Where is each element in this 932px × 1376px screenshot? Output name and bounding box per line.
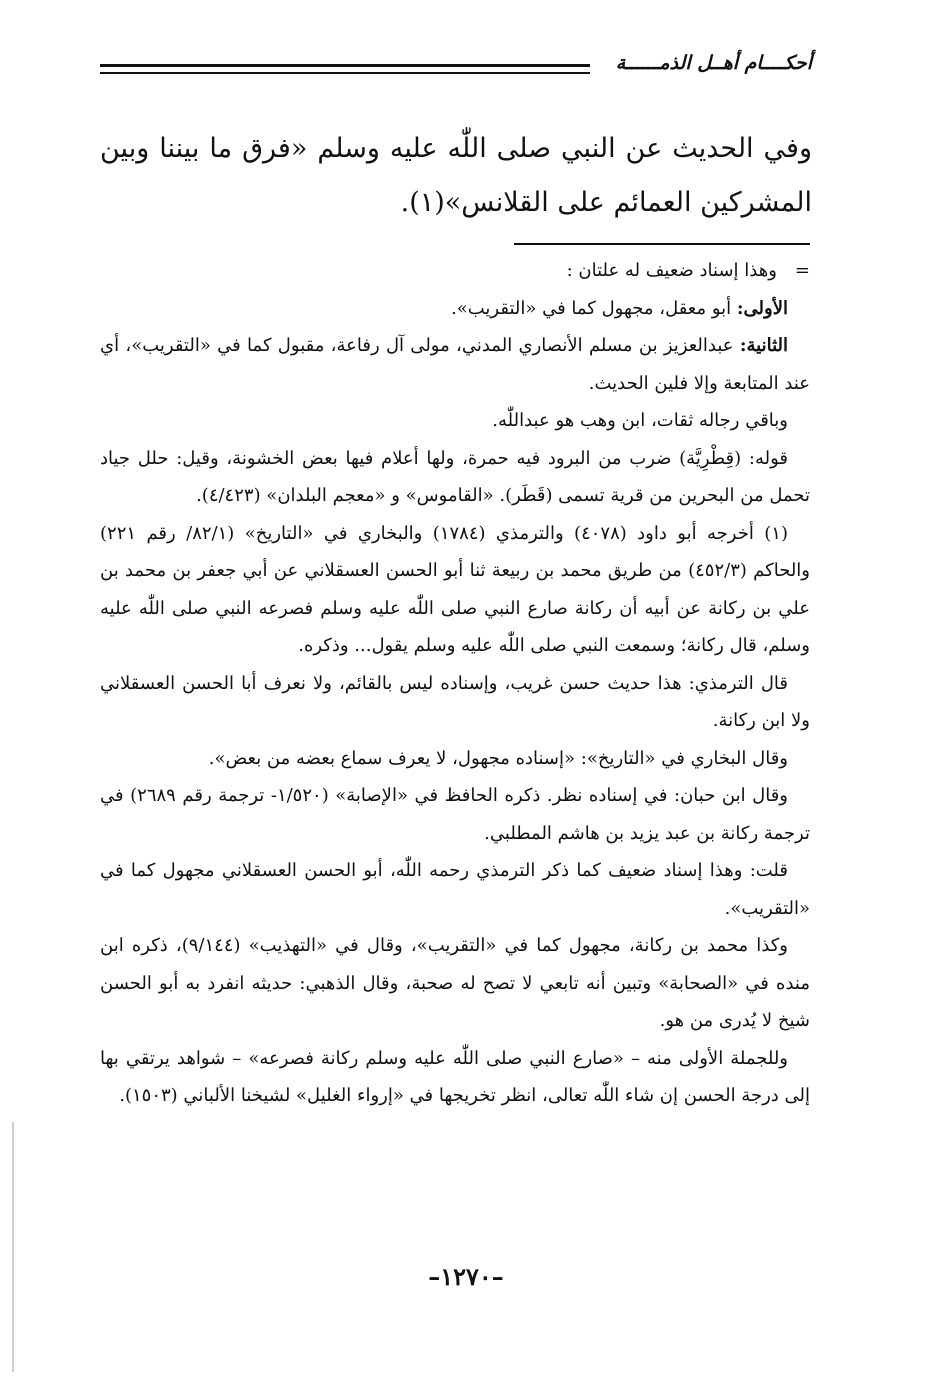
book-title: أحكــــام أهــل الذمــــــة	[615, 52, 812, 74]
header-rule-top	[100, 64, 590, 67]
note-qultu: قلت: وهذا إسناد ضعيف كما ذكر الترمذي رحمه اللّٰه، أبو الحسن العسقلاني مجهول كما في «التقريب».	[100, 860, 810, 919]
note-qitriyya: قوله: (قِطْرِيَّة) ضرب من البرود فيه حمرة، ولها أعلام فيها بعض الخشونة، وقيل: حلل جياد تحمل من البحرين من قرية تسمى (قَطَر). «القاموس» و «معجم البلدان» (٤/٤٢٣).	[100, 447, 810, 506]
continuation-sign: =	[794, 260, 810, 281]
main-paragraph: وفي الحديث عن النبي صلى اللّٰه عليه وسلم «فرق ما بيننا وبين المشركين العمائم على القلانس»(١).	[100, 133, 812, 218]
note-muhammad-ibn-rukana: وكذا محمد بن ركانة، مجهول كما في «التقريب»، وقال في «التهذيب» (٩/١٤٤)، ذكره ابن منده في «الصحابة» وتبين أنه تابعي لا تصح له صحبة، وقال الذهبي: حديثه انفرد به أبو الحسن شيخ لا يُدرى من هو.	[100, 935, 810, 1031]
first-label: الأولى:	[736, 297, 788, 319]
second-label: الثانية:	[739, 335, 788, 356]
note-rest-of-men: وباقي رجاله ثقات، ابن وهب هو عبداللّٰه.	[492, 410, 788, 431]
note-shawahid: وللجملة الأولى منه – «صارع النبي صلى اللّٰه عليه وسلم ركانة فصرعه» – شواهد يرتقي بها إلى درجة الحسن إن شاء اللّٰه تعالى، انظر تخريجها في «إرواء الغليل» لشيخنا الألباني (١٥٠٣).	[100, 1047, 810, 1106]
note-second-defect	[100, 327, 810, 402]
scan-margin-line	[12, 1122, 14, 1372]
footnote-separator	[514, 243, 810, 245]
running-header	[100, 52, 812, 82]
note-intro-text: وهذا إسناد ضعيف له علتان :	[566, 260, 777, 281]
header-rule-bottom	[100, 72, 590, 74]
note-bukhari: وقال البخاري في «التاريخ»: «إسناده مجهول، لا يعرف سماع بعضه من بعض».	[208, 747, 788, 769]
second-text: عبدالعزيز بن مسلم الأنصاري المدني، مولى آل رفاعة، مقبول كما في «التقريب»، أي عند المتابعة وإلا فلين الحديث.	[100, 335, 810, 394]
footnotes	[100, 252, 810, 1115]
note-first-defect	[100, 290, 810, 328]
footnote-1: (١) أخرجه أبو داود (٤٠٧٨) والترمذي (١٧٨٤) والبخاري في «التاريخ» (٨٢/١/ رقم ٢٢١) والحاكم (٤٥٢/٣) من طريق محمد بن ربيعة ثنا أبو الحسن العسقلاني عن أبي جعفر بن محمد بن علي بن ركانة عن أبيه أن ركانة صارع النبي صلى اللّٰه عليه وسلم فصرعه النبي صلى اللّٰه عليه وسلم، قال ركانة؛ وسمعت النبي صلى اللّٰه عليه وسلم يقول... وذكره.	[100, 522, 811, 656]
note-intro	[100, 252, 810, 290]
note-tirmidhi: قال الترمذي: هذا حديث حسن غريب، وإسناده ليس بالقائم، ولا نعرف أبا الحسن العسقلاني ولا ابن ركانة.	[100, 672, 810, 731]
note-ibn-hibban: وقال ابن حبان: في إسناده نظر. ذكره الحافظ في «الإصابة» (١/٥٢٠- ترجمة رقم ٢٦٨٩) في ترجمة ركانة بن عبد يزيد بن هاشم المطلبي.	[100, 785, 810, 844]
page-number: –١٢٧٠–	[428, 1262, 504, 1291]
first-text: أبو معقل، مجهول كما في «التقريب».	[450, 297, 732, 319]
